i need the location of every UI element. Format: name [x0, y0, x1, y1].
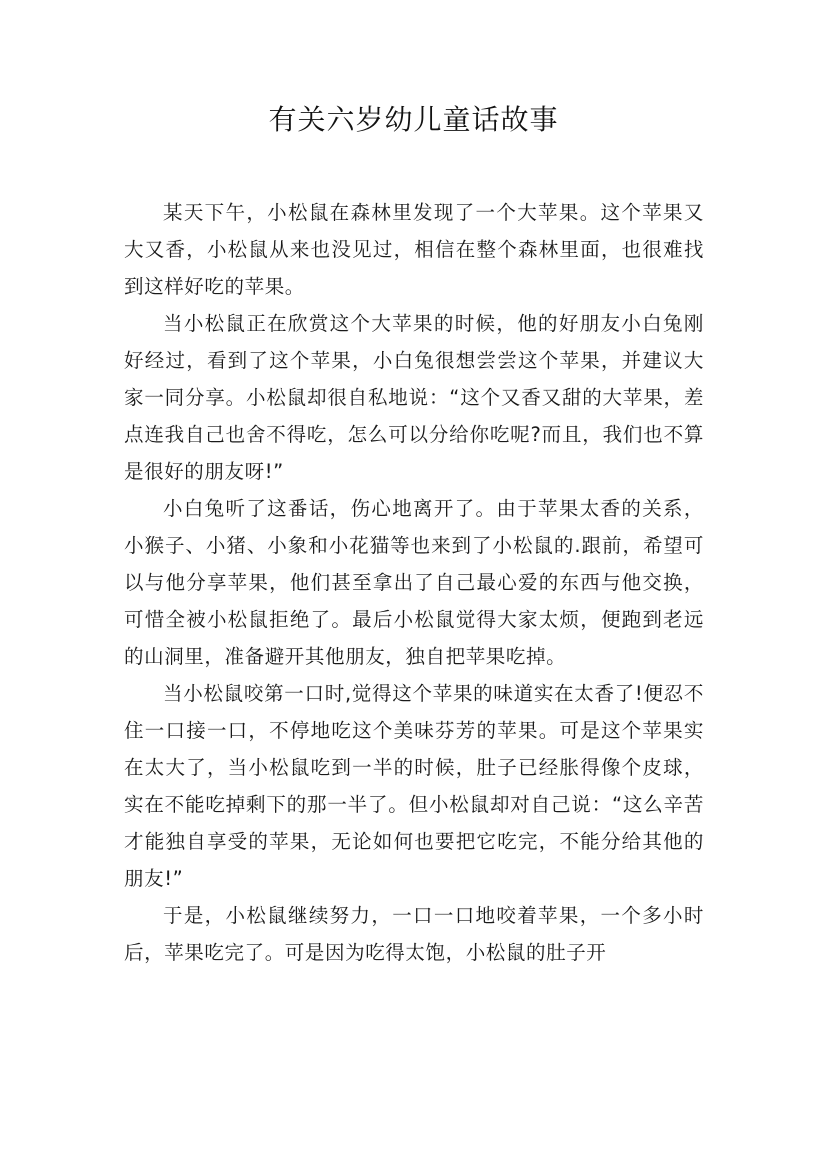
paragraph-1: 某天下午，小松鼠在森林里发现了一个大苹果。这个苹果又大又香，小松鼠从来也没见过，相信在整个森林里面，也很难找到这样好吃的苹果。: [124, 201, 704, 298]
paragraph-4: 当小松鼠咬第一口时,觉得这个苹果的味道实在太香了!便忍不住一口接一口，不停地吃这个美味芬芳的苹果。可是这个苹果实在太大了，当小松鼠吃到一半的时候，肚子已经胀得像个皮球，实在不能吃掉剩下的那一半了。但小松鼠却对自己说：“这么辛苦才能独自享受的苹果，无论如何也要把它吃完，不能分给其他的朋友!”: [124, 682, 704, 890]
document-title: 有关六岁幼儿童话故事: [268, 103, 559, 136]
document-body: [124, 194, 704, 971]
paragraph-5: 于是，小松鼠继续努力，一口一口地咬着苹果，一个多小时后，苹果吃完了。可是因为吃得太饱，小松鼠的肚子开: [124, 904, 704, 964]
paragraph-3: 小白兔听了这番话，伤心地离开了。由于苹果太香的关系，小猴子、小猪、小象和小花猫等也来到了小松鼠的.跟前，希望可以与他分享苹果，他们甚至拿出了自己最心爱的东西与他交换，可惜全被小松鼠拒绝了。最后小松鼠觉得大家太烦，便跑到老远的山洞里，准备避开其他朋友，独自把苹果吃掉。: [124, 497, 704, 668]
paragraph-2: 当小松鼠正在欣赏这个大苹果的时候，他的好朋友小白兔刚好经过，看到了这个苹果，小白兔很想尝尝这个苹果，并建议大家一同分享。小松鼠却很自私地说：“这个又香又甜的大苹果，差点连我自己也舍不得吃，怎么可以分给你吃呢?而且，我们也不算是很好的朋友呀!”: [124, 312, 704, 483]
